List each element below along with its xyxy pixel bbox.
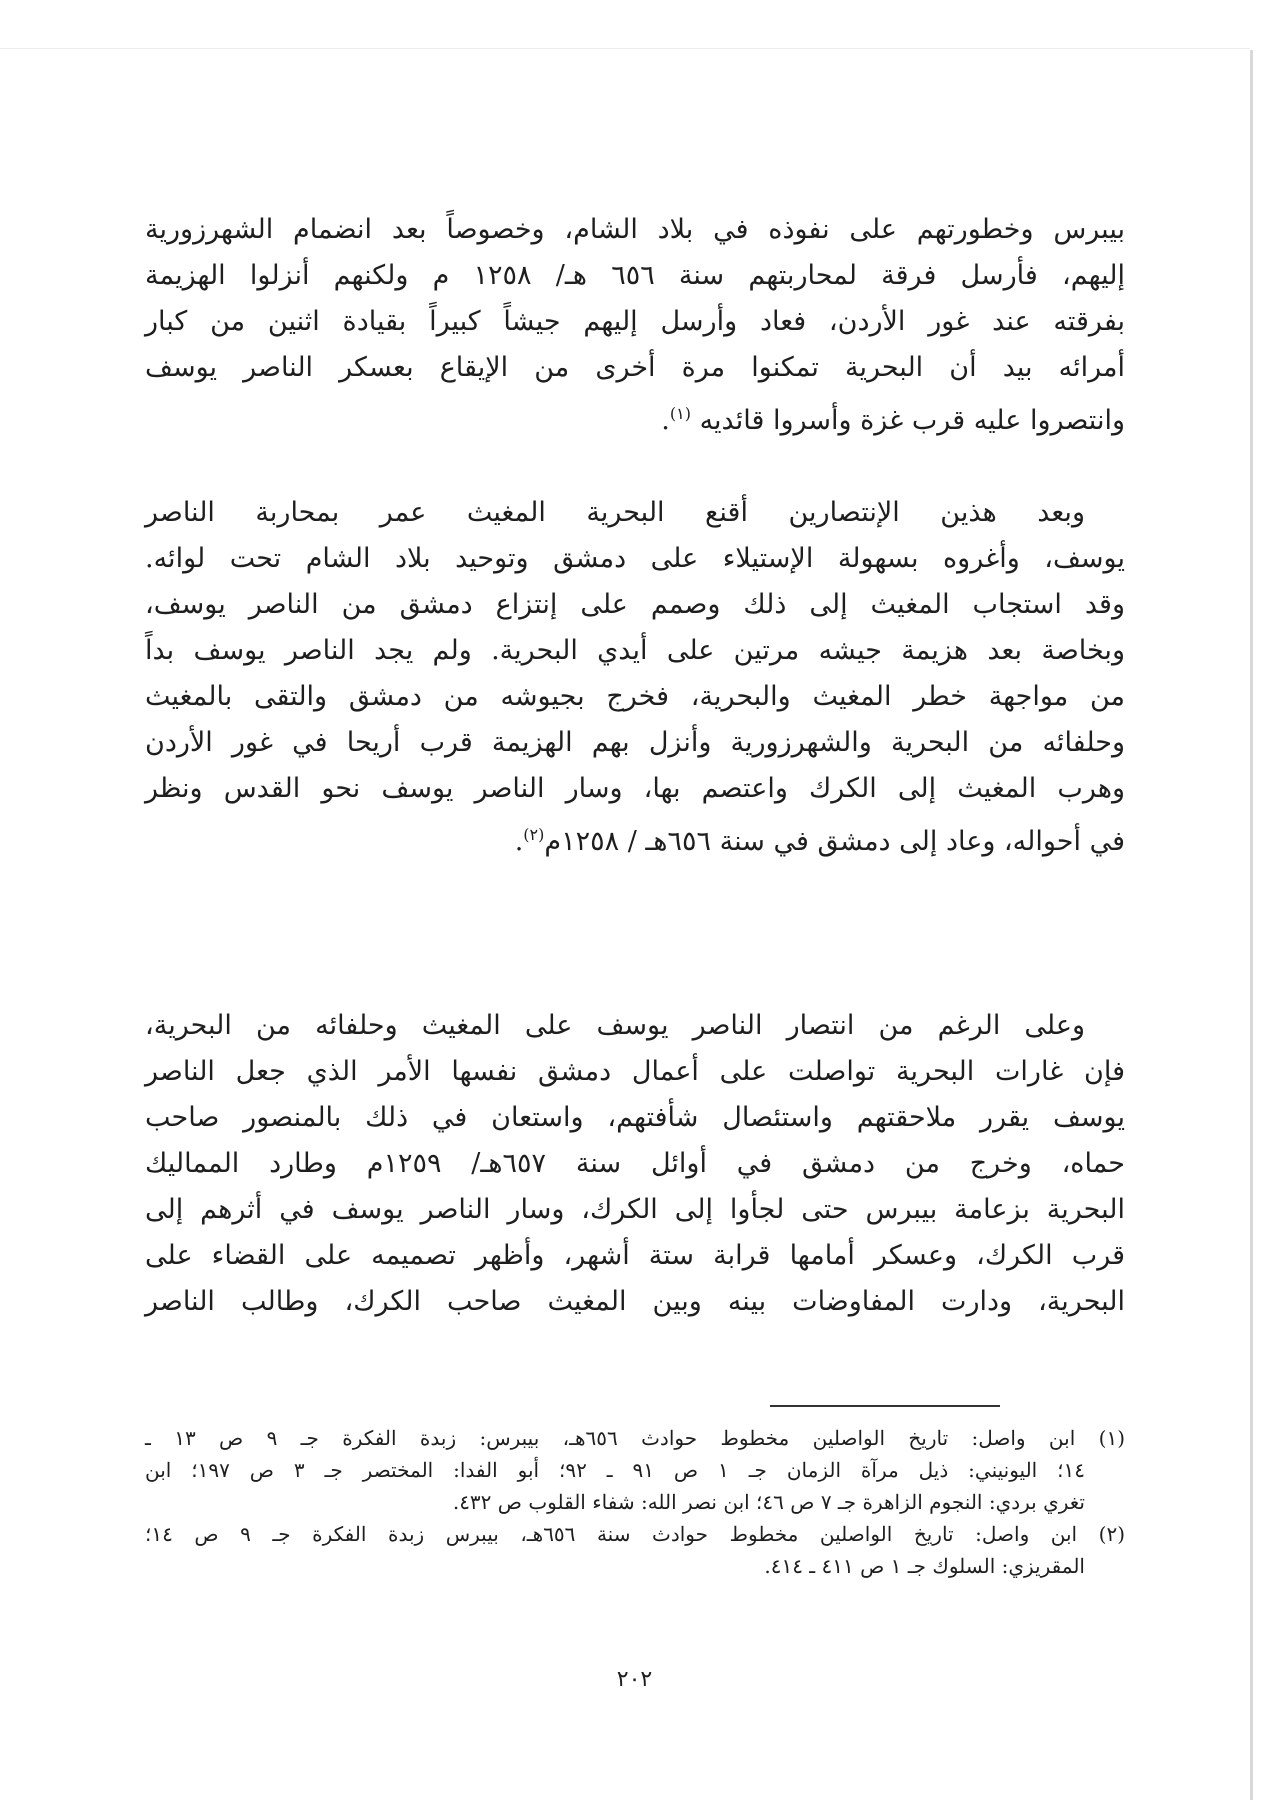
page-edge — [0, 48, 1250, 49]
text-line: بيبرس وخطورتهم على نفوذه في بلاد الشام، وخصوصاً بعد انضمام الشهرزورية — [145, 214, 1125, 245]
text-line-content: وانتصروا عليه قرب غزة وأسروا قائديه — [699, 405, 1125, 436]
text-line: وانتصروا عليه قرب غزة وأسروا قائديه $^{(١)}$. — [661, 404, 1125, 436]
footnote-2 — [145, 1518, 1125, 1582]
text-line: وبعد هذين الإنتصارين أقنع البحرية المغيث عمر بمحاربة الناصر — [145, 497, 1085, 528]
text-line: حماه، وخرج من دمشق في أوائل سنة ٦٥٧هـ/ ١٢٥٩م وطارد المماليك — [145, 1148, 1125, 1179]
footnote-line: تغري بردي: النجوم الزاهرة جـ ٧ ص ٤٦؛ ابن نصر الله: شفاء القلوب ص ٤٣٢. — [452, 1490, 1085, 1514]
page-edge — [1250, 50, 1253, 1800]
footnote-1 — [145, 1422, 1125, 1518]
text-line: أمرائه بيد أن البحرية تمكنوا مرة أخرى من الإيقاع بعسكر الناصر يوسف — [145, 352, 1125, 383]
footnotes — [145, 1422, 1125, 1582]
text-line: فإن غارات البحرية تواصلت على أعمال دمشق نفسها الأمر الذي جعل الناصر — [145, 1056, 1125, 1087]
footnote-line: ١٤؛ اليونيني: ذيل مرآة الزمان جـ ١ ص ٩١ ـ ٩٢؛ أبو الفدا: المختصر جـ ٣ ص ١٩٧؛ ابن — [145, 1458, 1085, 1482]
text-line: قرب الكرك، وعسكر أمامها قرابة ستة أشهر، وأظهر تصميمه على القضاء على — [145, 1240, 1125, 1271]
footnote-line: المقريزي: السلوك جـ ١ ص ٤١١ ـ ٤١٤. — [764, 1554, 1085, 1578]
text-line: في أحواله، وعاد إلى دمشق في سنة ٦٥٦هـ / ١٢٥٨م$^{(٢)}$. — [514, 825, 1125, 857]
text-line: وعلى الرغم من انتصار الناصر يوسف على المغيث وحلفائه من البحرية، — [145, 1010, 1085, 1041]
footnote-line: (٢) ابن واصل: تاريخ الواصلين مخطوط حوادث سنة ٦٥٦هـ، بيبرس زبدة الفكرة جـ ٩ ص ١٤؛ — [145, 1522, 1125, 1546]
text-line: يوسف يقرر ملاحقتهم واستئصال شأفتهم، واستعان في ذلك بالمنصور صاحب — [145, 1102, 1126, 1133]
text-line: وبخاصة بعد هزيمة جيشه مرتين على أيدي البحرية. ولم يجد الناصر يوسف بداً — [145, 635, 1125, 666]
text-line: يوسف، وأغروه بسهولة الإستيلاء على دمشق وتوحيد بلاد الشام تحت لوائه. — [145, 543, 1125, 574]
text-line: من مواجهة خطر المغيث والبحرية، فخرج بجيوشه من دمشق والتقى بالمغيث — [145, 681, 1125, 712]
text-line: بفرقته عند غور الأردن، فعاد وأرسل إليهم جيشاً كبيراً بقيادة اثنين من كبار — [145, 306, 1125, 337]
text-line: وحلفائه من البحرية والشهرزورية وأنزل بهم الهزيمة قرب أريحا في غور الأردن — [145, 727, 1125, 758]
footnote-separator — [770, 1405, 1000, 1407]
text-line: البحرية، ودارت المفاوضات بينه وبين المغيث صاحب الكرك، وطالب الناصر — [145, 1286, 1125, 1317]
page-number: ٢٠٢ — [616, 1667, 653, 1692]
footnote-line: (١) ابن واصل: تاريخ الواصلين مخطوط حوادث ٦٥٦هـ، بيبرس: زبدة الفكرة جـ ٩ ص ١٣ ـ — [145, 1426, 1125, 1450]
footnote-ref[interactable]: (١) — [669, 404, 691, 423]
paragraph-2 — [145, 490, 1125, 865]
text-line: وهرب المغيث إلى الكرك واعتصم بها، وسار الناصر يوسف نحو القدس ونظر — [145, 773, 1125, 804]
text-line: البحرية بزعامة بيبرس حتى لجأوا إلى الكرك، وسار الناصر يوسف في أثرهم إلى — [145, 1194, 1125, 1225]
footnote-ref[interactable]: (٢) — [523, 825, 545, 844]
text-line: وقد استجاب المغيث إلى ذلك وصمم على إنتزاع دمشق من الناصر يوسف، — [145, 589, 1125, 620]
paragraph-1 — [145, 207, 1125, 444]
paragraph-3 — [145, 1003, 1125, 1325]
text-line-content: في أحواله، وعاد إلى دمشق في سنة ٦٥٦هـ / ١٢٥٨م — [544, 826, 1125, 857]
text-line: إليهم، فأرسل فرقة لمحاربتهم سنة ٦٥٦ هـ/ ١٢٥٨ م ولكنهم أنزلوا الهزيمة — [145, 260, 1126, 291]
